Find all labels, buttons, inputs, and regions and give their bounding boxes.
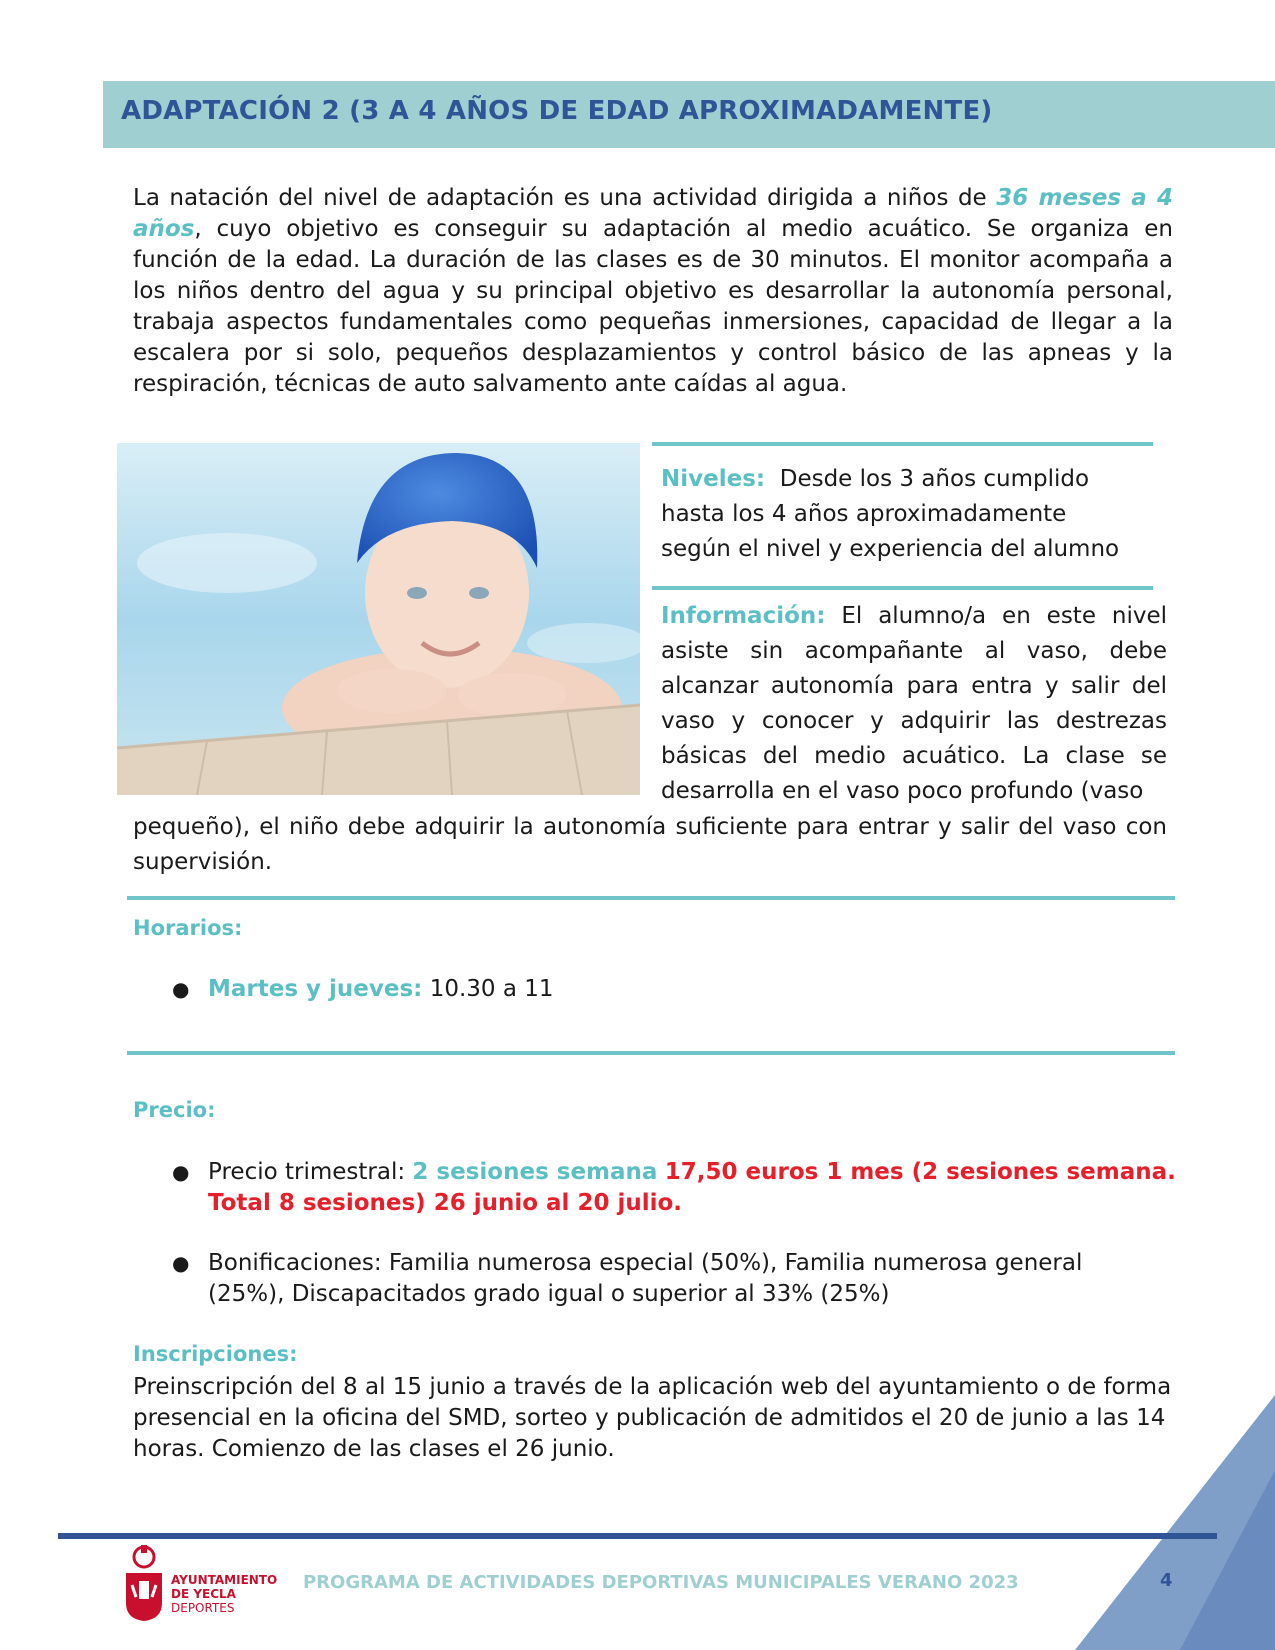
- page-number: 4: [1160, 1570, 1173, 1591]
- bullet-icon: ●: [172, 1160, 190, 1184]
- precio-label: Precio:: [133, 1098, 216, 1122]
- informacion-label: Información:: [661, 603, 826, 629]
- org-line-2: DE YECLA: [171, 1587, 236, 1601]
- ayuntamiento-logo: [124, 1545, 164, 1627]
- niveles-label: Niveles:: [661, 466, 766, 492]
- intro-text-rest: , cuyo objetivo es conseguir su adaptación al medio acuático. Se organiza en función de la edad. La duración de las clases es de 30 minutos. El monitor acompaña a los niños dentro del agua y su principal objetivo es desarrollar la autonomía personal, trabaja aspectos fundamentales como pequeñas inmersiones, capacidad de llegar a la escalera por si solo, pequeños desplazamientos y control básico de las apneas y la respiración, técnicas de auto salvamento ante caídas al agua.: [133, 216, 1173, 397]
- org-line-3: DEPORTES: [171, 1601, 235, 1615]
- coat-of-arms-icon: [124, 1545, 164, 1623]
- intro-text-start: La natación del nivel de adaptación es una actividad dirigida a niños de: [133, 185, 997, 211]
- precio-sessions: 2 sesiones semana: [412, 1159, 658, 1185]
- bonificaciones-line-2: (25%), Discapacitados grado igual o superior al 33% (25%): [208, 1281, 890, 1307]
- bonificaciones-line-1: Bonificaciones: Familia numerosa especial (50%), Familia numerosa general: [208, 1250, 1083, 1276]
- inscripciones-label: Inscripciones:: [133, 1342, 298, 1366]
- intro-age-highlight: 36 meses a 4 años: [133, 185, 1173, 242]
- precio-trimestral-prefix: Precio trimestral:: [208, 1159, 406, 1185]
- niveles-line-2: hasta los 4 años aproximadamente: [661, 501, 1067, 527]
- page-title: ADAPTACIÓN 2 (3 A 4 AÑOS DE EDAD APROXIMADAMENTE): [121, 96, 993, 126]
- organization-name: [171, 1573, 277, 1615]
- precio-amount: 17,50 euros 1 mes (2 sesiones semana.: [664, 1159, 1176, 1185]
- horarios-days: Martes y jueves:: [208, 976, 423, 1002]
- inscripciones-text: Preinscripción del 8 al 15 junio a través de la aplicación web del ayuntamiento o de forma presencial en la oficina del SMD, sorteo y publicación de admitidos el 20 de junio a las 14 horas. Comienzo de las clases el 26 junio.: [133, 1374, 1172, 1462]
- footer-title: PROGRAMA DE ACTIVIDADES DEPORTIVAS MUNICIPALES VERANO 2023: [303, 1572, 1019, 1593]
- horarios-time: 10.30 a 11: [429, 976, 554, 1002]
- informacion-text: El alumno/a en este nivel asiste sin acompañante al vaso, debe alcanzar autonomía para entra y salir del vaso y conocer y adquirir las destrezas básicas del medio acuático. La clase se desarrolla en el vaso poco profundo (vaso: [661, 603, 1167, 804]
- bullet-icon: ●: [172, 977, 190, 1001]
- niveles-line-1: Desde los 3 años cumplido: [779, 466, 1090, 492]
- niveles-line-3: según el nivel y experiencia del alumno: [661, 536, 1120, 562]
- footer-line: [58, 1533, 1217, 1539]
- bullet-icon: ●: [172, 1251, 190, 1275]
- org-line-1: AYUNTAMIENTO: [171, 1573, 278, 1587]
- informacion-continued: pequeño), el niño debe adquirir la autonomía suficiente para entrar y salir del vaso con supervisión.: [133, 814, 1167, 875]
- horarios-label: Horarios:: [133, 916, 243, 940]
- precio-dates: Total 8 sesiones) 26 junio al 20 julio.: [208, 1190, 683, 1216]
